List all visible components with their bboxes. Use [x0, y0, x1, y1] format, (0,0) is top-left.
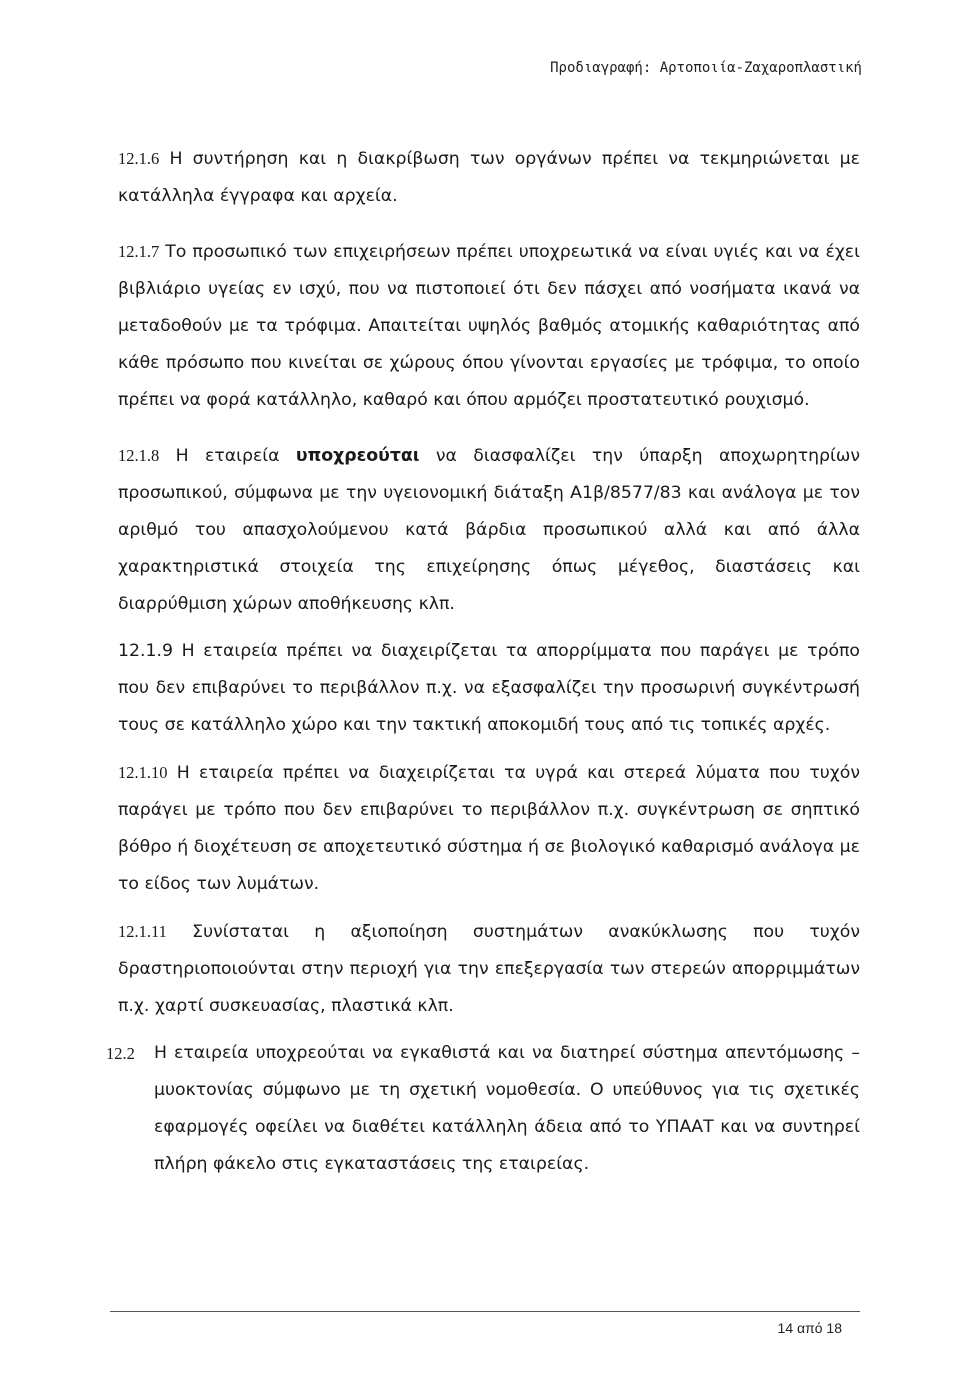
document-body — [106, 140, 861, 1183]
section-number: 12.1.6 — [118, 149, 160, 168]
section-number: 12.1.7 — [118, 242, 160, 261]
paragraph-12-1-7 — [118, 233, 860, 419]
emphasis-text: υποχρεούται — [295, 446, 420, 466]
paragraph-12-1-6 — [118, 140, 860, 215]
footer-divider — [110, 1311, 860, 1312]
paragraph-text: Η εταιρεία πρέπει να διαχειρίζεται τα απορρίμματα που παράγει με τρόπο που δεν επιβαρύνει το περιβάλλον π.χ. να εξασφαλίζει την προσωρινή συγκέντρωσή τους σε κατάλληλο χώρο και την τακτική αποκομιδή τους από τις τοπικές αρχές. — [118, 641, 860, 735]
section-number: 12.2 — [106, 1044, 135, 1063]
document-header: Προδιαγραφή: Αρτοποιία-Ζαχαροπλαστική — [550, 60, 862, 76]
paragraph-text: να διασφαλίζει την ύπαρξη αποχωρητηρίων προσωπικού, σύμφωνα με την υγειονομική διάταξη Α1β/8577/83 και ανάλογα με τον αριθμό του απασχολούμενου κατά βάρδια προσωπικού αλλά και από άλλα χαρακτηριστικά στοιχεία της επιχείρησης όπως μέγεθος, διαστάσεις και διαρρύθμιση χώρων αποθήκευσης κλπ. — [118, 446, 861, 614]
paragraph-text: Η εταιρεία υποχρεούται να εγκαθιστά και να διατηρεί σύστημα απεντόμωσης – μυοκτονίας σύμφωνο με τη σχετική νομοθεσία. Ο υπεύθυνος για τις σχετικές εφαρμογές οφείλει να διαθέτει κατάλληλη άδεια από το ΥΠΑΑΤ και να συντηρεί πλήρη φάκελο στις εγκαταστάσεις της εταιρείας. — [154, 1043, 860, 1174]
paragraph-text: Συνίσταται η αξιοποίηση συστημάτων ανακύκλωσης που τυχόν δραστηριοποιούνται στην περιοχή για την επεξεργασία των στερεών απορριμμάτων π.χ. χαρτί συσκευασίας, πλαστικά κλπ. — [118, 922, 860, 1016]
section-number: 12.1.11 — [118, 922, 167, 941]
paragraph-text: Η εταιρεία — [159, 446, 296, 466]
paragraph-text: Το προσωπικό των επιχειρήσεων πρέπει υποχρεωτικά να είναι υγιές και να έχει βιβλιάριο υγείας εν ισχύ, που να πιστοποιεί ότι δεν πάσχει από νοσήματα ικανά να μεταδοθούν με τα τρόφιμα. Απαιτείται υψηλός βαθμός ατομικής καθαριότητας από κάθε πρόσωπο που κινείται σε χώρους όπου γίνονται εργασίες με τρόφιμα, το οποίο πρέπει να φορά κατάλληλο, καθαρό και όπου αρμόζει προστατευτικό ρουχισμό. — [118, 242, 860, 410]
paragraph-12-2 — [106, 1035, 860, 1183]
page-number: 14 από 18 — [777, 1320, 842, 1336]
paragraph-text: Η εταιρεία πρέπει να διαχειρίζεται τα υγρά και στερεά λύματα που τυχόν παράγει με τρόπο που δεν επιβαρύνει το περιβάλλον π.χ. συγκέντρωση σε σηπτικό βόθρο ή διοχέτευση σε αποχετευτικό σύστημα ή σε βιολογικό καθαρισμό ανάλογα με το είδος των λυμάτων. — [118, 763, 860, 894]
section-number: 12.1.9 — [118, 641, 173, 661]
paragraph-12-1-9 — [118, 633, 860, 744]
paragraph-text: Η συντήρηση και η διακρίβωση των οργάνων πρέπει να τεκμηριώνεται με κατάλληλα έγγραφα και αρχεία. — [118, 149, 860, 206]
paragraph-12-1-10 — [118, 754, 860, 903]
paragraph-12-1-8 — [118, 437, 860, 623]
paragraph-12-1-11 — [118, 913, 860, 1025]
section-number: 12.1.10 — [118, 763, 168, 782]
section-number: 12.1.8 — [118, 446, 160, 465]
